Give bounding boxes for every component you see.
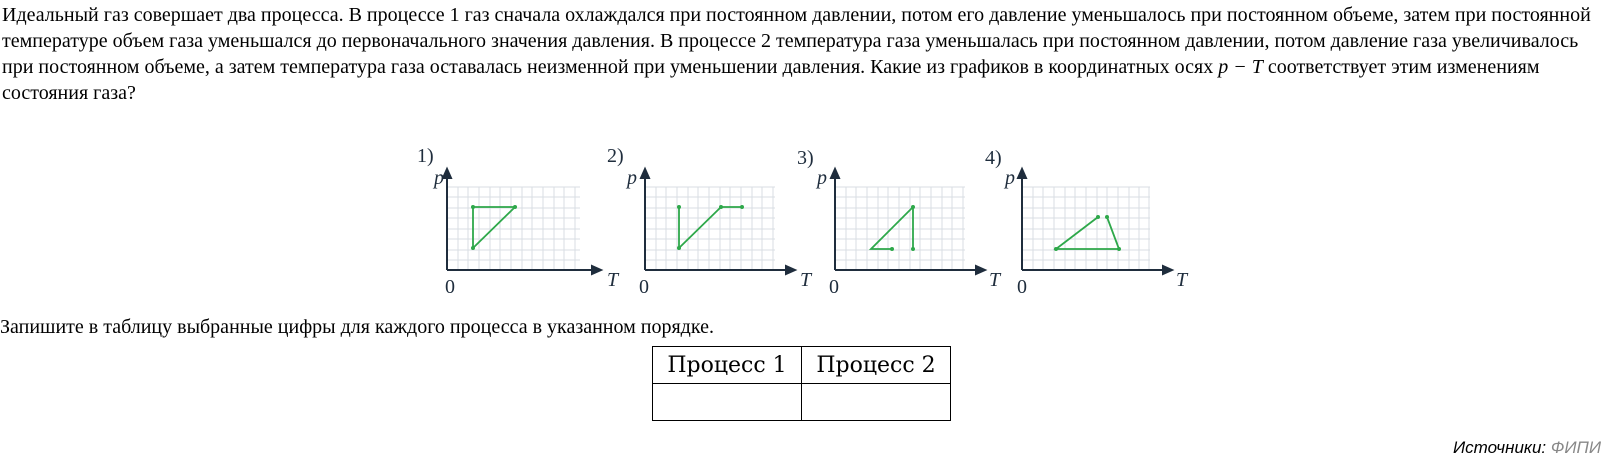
state-point [471, 205, 475, 209]
state-point [740, 205, 744, 209]
state-point [890, 247, 894, 251]
instruction-text: Запишите в таблицу выбранные цифры для каждого процесса в указанном порядке. [0, 316, 714, 338]
graph-2-plot [601, 145, 821, 305]
axes [641, 169, 795, 274]
grid [645, 187, 775, 270]
origin-label: 0 [829, 276, 839, 298]
state-point [1117, 247, 1121, 251]
source-credit [1453, 438, 1601, 458]
y-axis-label: p [434, 167, 444, 189]
grid [835, 187, 965, 270]
y-axis-label: p [1005, 167, 1015, 189]
answer-cell-process-1[interactable] [653, 384, 802, 421]
state-point [513, 205, 517, 209]
table-header-process-2: Процесс 2 [802, 347, 951, 384]
source-link[interactable]: ФИПИ [1550, 438, 1601, 457]
x-axis-label: T [800, 269, 812, 291]
question-math: p − T [1218, 56, 1263, 78]
x-axis-label: T [607, 269, 619, 291]
graph-4-plot [976, 145, 1196, 305]
state-point [911, 247, 915, 251]
state-point [1054, 247, 1058, 251]
graph-number: 4) [985, 147, 1002, 169]
graph-number: 2) [607, 145, 624, 167]
y-axis-label: p [817, 167, 827, 189]
source-label: Источники: [1452, 438, 1551, 457]
grid [447, 187, 580, 270]
question-text [2, 2, 1600, 106]
state-point [1105, 215, 1109, 219]
y-axis-label: p [627, 167, 637, 189]
state-point [911, 205, 915, 209]
state-point [1096, 215, 1100, 219]
question-text-part2: соответствует этим изменениям состояния газа? [2, 56, 1540, 104]
question-text-part1: Идеальный газ совершает два процесса. В процессе 1 газ сначала охлаждался при постоянном давлении, потом его давление уменьшалось при постоянном объеме, затем при постоянной температуре объем газа уменьшался до первоначального значения давления. В процессе 2 температура газа уменьшалась при постоянном давлении, потом давление газа увеличивалось при постоянном объеме, а затем температура газа оставалась неизменной при уменьшении давления. Какие из графиков в координатных осях [2, 4, 1591, 78]
grid [1022, 187, 1150, 270]
graph-number: 3) [797, 147, 814, 169]
table-header-process-1: Процесс 1 [653, 347, 802, 384]
x-axis-label: T [989, 269, 1001, 291]
state-point [677, 246, 681, 250]
answer-cell-process-2[interactable] [802, 384, 951, 421]
state-point [471, 246, 475, 250]
process-lines [871, 207, 913, 249]
origin-label: 0 [639, 276, 649, 298]
origin-label: 0 [1017, 276, 1027, 298]
state-point [677, 205, 681, 209]
state-point [719, 205, 723, 209]
x-axis-label: T [1176, 269, 1188, 291]
graph-number: 1) [417, 145, 434, 167]
answer-table [652, 346, 951, 421]
axes [831, 169, 985, 274]
origin-label: 0 [445, 276, 455, 298]
